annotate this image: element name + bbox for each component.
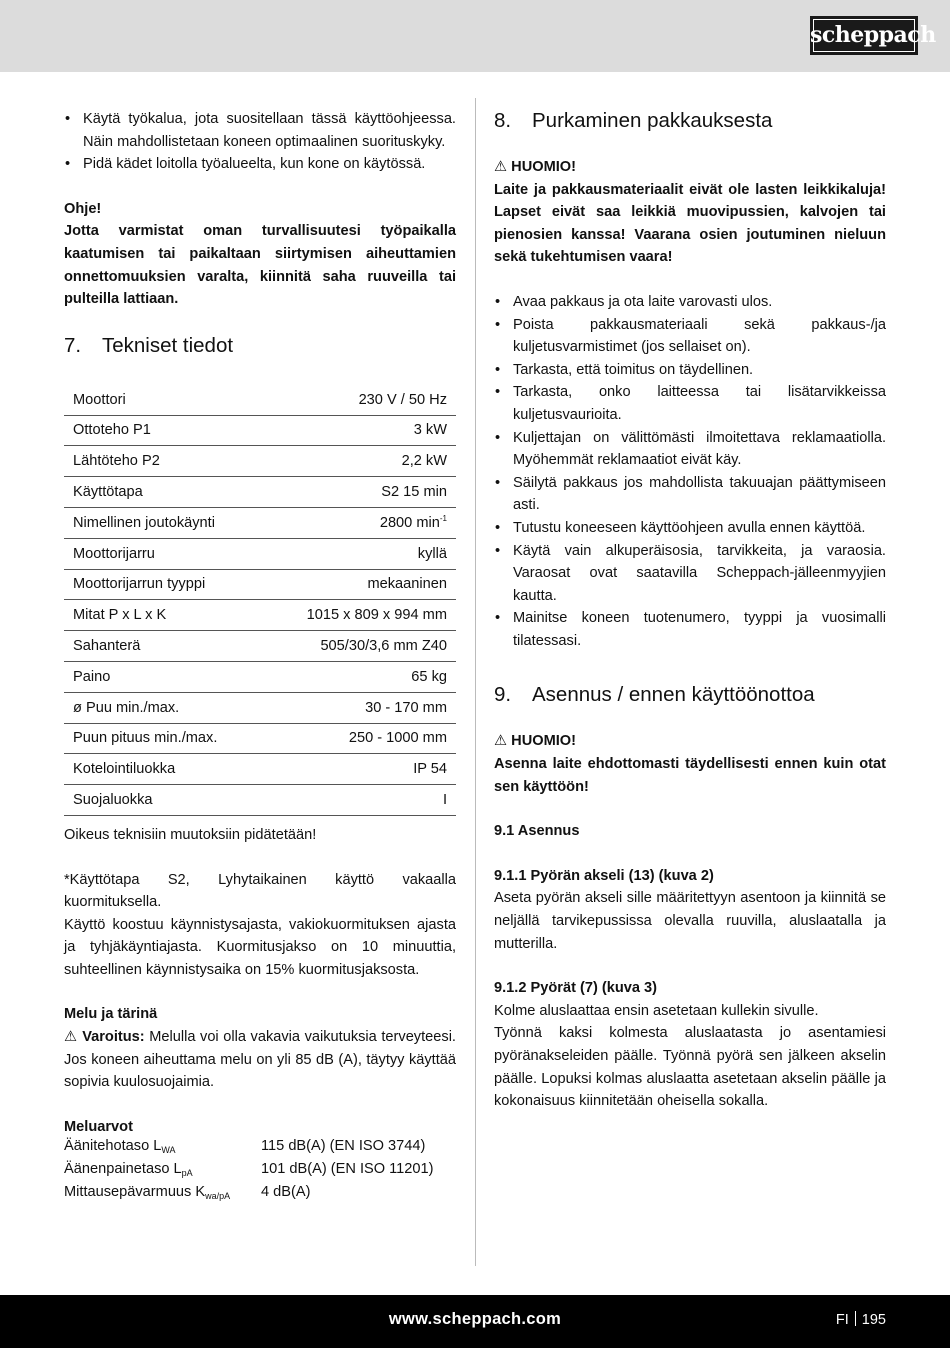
section-9-heading bbox=[494, 682, 886, 708]
attention-label bbox=[494, 156, 886, 179]
column-divider bbox=[475, 98, 476, 1266]
list-item: • Tutustu koneeseen käyttöohjeen avulla ennen käyttöä. bbox=[494, 517, 886, 540]
spec-row bbox=[64, 785, 456, 816]
unpacking-bullets bbox=[494, 291, 886, 653]
noise-values-table bbox=[64, 1138, 434, 1206]
spec-value-text: 505/30/3,6 mm Z40 bbox=[320, 638, 447, 655]
section-8-heading bbox=[494, 108, 886, 134]
spec-row bbox=[64, 415, 456, 446]
list-item: • Poista pakkausmateriaali sekä pakkaus-/ja kuljetusvarmistimet (jos sellaiset on). bbox=[494, 314, 886, 359]
page-number-value: 195 bbox=[861, 1312, 886, 1328]
spec-value bbox=[262, 385, 456, 415]
spec-label: Puun pituus min./max. bbox=[64, 723, 262, 754]
noise-label bbox=[64, 1138, 261, 1161]
spec-value-text: 2800 min bbox=[379, 515, 440, 532]
noise-value: 115 dB(A) (EN ISO 3744) bbox=[261, 1138, 426, 1155]
spec-value bbox=[262, 692, 456, 723]
packaging-warning: Laite ja pakkausmateriaalit eivät ole lasten leikkikaluja! Lapset eivät saa leikkiä muovipussien, kalvojen tai pienosien kanssa! Vaarana osien joutuminen nieluun sekä tukehtumisen vaara! bbox=[494, 181, 886, 266]
attention-text: HUOMIO! bbox=[511, 159, 577, 175]
spec-value bbox=[262, 754, 456, 785]
spec-value-text: S2 15 min bbox=[381, 484, 447, 501]
spec-value bbox=[262, 600, 456, 631]
spec-label: Nimellinen joutokäynti bbox=[64, 507, 262, 538]
left-column bbox=[64, 108, 456, 1206]
spec-row bbox=[64, 477, 456, 508]
spec-value-text: kyllä bbox=[417, 545, 447, 562]
spec-value-text: 230 V / 50 Hz bbox=[358, 391, 447, 408]
spec-value-text: I bbox=[442, 792, 447, 808]
website-link[interactable]: www.scheppach.com bbox=[388, 1310, 562, 1328]
spec-value bbox=[262, 538, 456, 569]
page-footer bbox=[0, 1295, 950, 1348]
spec-label: Paino bbox=[64, 661, 262, 692]
scheppach-logo bbox=[810, 16, 936, 55]
noise-label-text: Äänitehotaso L bbox=[64, 1138, 162, 1155]
spec-row bbox=[64, 723, 456, 754]
spec-value-text: 1015 x 809 x 994 mm bbox=[306, 607, 447, 624]
spec-value-superscript: -1 bbox=[439, 514, 447, 524]
section-title: Tekniset tiedot bbox=[102, 333, 234, 357]
section-number: 9. bbox=[494, 683, 512, 707]
section-title: Asennus / ennen käyttöönottoa bbox=[532, 683, 815, 707]
list-item: • Mainitse koneen tuotenumero, tyyppi ja vuosimalli tilatessasi. bbox=[494, 607, 886, 652]
subsection-9-1-2-text-1: Kolme aluslaattaa ensin asetetaan kullekin sivulle. bbox=[494, 1002, 819, 1019]
noise-label-text: Äänenpainetaso L bbox=[64, 1161, 182, 1178]
attention-label bbox=[494, 730, 886, 753]
list-item: • Avaa pakkaus ja ota laite varovasti ulos. bbox=[494, 291, 886, 314]
subsection-9-1-1-text: Aseta pyörän akseli sille määritettyyn asentoon ja kiinnitä se neljällä tarvikepussissa olevalla ruuvilla, aluslaatalla ja mutterilla. bbox=[494, 890, 886, 952]
logo-frame bbox=[813, 19, 915, 52]
spec-value bbox=[262, 477, 456, 508]
spec-row bbox=[64, 661, 456, 692]
spec-value bbox=[262, 415, 456, 446]
list-item: • Kuljettajan on välittömästi ilmoitettava reklamaatiolla. Myöhemmät reklamaatiot eivät käy. bbox=[494, 427, 886, 472]
spec-value bbox=[262, 723, 456, 754]
spec-label: ø Puu min./max. bbox=[64, 692, 262, 723]
subsection-9-1-2-text-2: Työnnä kaksi kolmesta aluslaatasta jo asentamiesi pyöränakseleiden päälle. Työnnä pyörä sen jälkeen akselin päälle. Lopuksi kolmas aluslaatta asetetaan akselin päälle ja kokonaisuus kiinnitetään oheisella sokalla. bbox=[494, 1025, 886, 1110]
spec-label: Sahanterä bbox=[64, 631, 262, 662]
spec-label: Mitat P x L x K bbox=[64, 600, 262, 631]
spec-row bbox=[64, 754, 456, 785]
noise-label-subscript: pA bbox=[181, 1168, 193, 1179]
attention-text: HUOMIO! bbox=[511, 733, 577, 750]
spec-table bbox=[64, 385, 456, 816]
duty-note-1: *Käyttötapa S2, Lyhytaikainen käyttö vakaalla kuormituksella. bbox=[64, 871, 456, 911]
list-item: • Käytä työkalua, jota suositellaan tässä käyttöohjeessa. Näin mahdollistetaan koneen optimaalinen suorituskyky. bbox=[64, 108, 456, 153]
spec-label: Moottori bbox=[64, 385, 262, 415]
spec-row bbox=[64, 631, 456, 662]
spec-value-text: mekaaninen bbox=[367, 576, 447, 593]
spec-label: Käyttötapa bbox=[64, 477, 262, 508]
spec-value bbox=[262, 446, 456, 477]
spec-row bbox=[64, 692, 456, 723]
warning-triangle-icon: ⚠ bbox=[494, 159, 508, 175]
spec-label: Moottorijarrun tyyppi bbox=[64, 569, 262, 600]
duty-note-2: Käyttö koostuu käynnistysajasta, vakiokuormituksen ajasta ja tyhjäkäyntiajasta. Kuormitusjakso on 10 minuuttia, suhteellinen käynnistysaika on 15% kuormitusjaksosta. bbox=[64, 916, 456, 978]
page-header bbox=[0, 0, 950, 72]
spec-value-text: 3 kW bbox=[413, 422, 447, 439]
logo-text: scheppach bbox=[810, 22, 936, 48]
noise-row bbox=[64, 1161, 434, 1184]
noise-label bbox=[64, 1161, 261, 1184]
spec-value-text: 65 kg bbox=[411, 668, 447, 685]
spec-row bbox=[64, 538, 456, 569]
note-text: Jotta varmistat oman turvallisuutesi työpaikalla kaatumisen tai paikaltaan siirtymisen aiheuttamien onnettomuuksien varalta, kiinnitä saha ruuveilla tai pulteilla lattiaan. bbox=[64, 223, 456, 308]
spec-label: Ottoteho P1 bbox=[64, 415, 262, 446]
spec-value bbox=[262, 569, 456, 600]
section-title: Purkaminen pakkauksesta bbox=[532, 109, 773, 132]
list-item: • Säilytä pakkaus jos mahdollista takuuajan päättymiseen asti. bbox=[494, 472, 886, 517]
warning-triangle-icon: ⚠ bbox=[494, 733, 508, 750]
install-warning: Asenna laite ehdottomasti täydellisesti ennen kuin otat sen käyttöön! bbox=[494, 756, 886, 795]
noise-warning bbox=[64, 1026, 456, 1094]
subsection-9-1-2-title: 9.1.2 Pyörät (7) (kuva 3) bbox=[494, 980, 658, 997]
warning-text: Melulla voi olla vakavia vaikutuksia terveyteesi. Jos koneen aiheuttama melu on yli 85 dB (A), täytyy käyttää sopivia kuulosuojaimia. bbox=[64, 1029, 456, 1091]
noise-row bbox=[64, 1184, 434, 1207]
spec-value-text: 30 - 170 mm bbox=[365, 699, 447, 716]
spec-label: Kotelointiluokka bbox=[64, 754, 262, 785]
warning-triangle-icon: ⚠ bbox=[64, 1029, 78, 1046]
section-number: 7. bbox=[64, 333, 82, 357]
spec-row bbox=[64, 385, 456, 415]
spec-label: Suojaluokka bbox=[64, 785, 262, 816]
separator bbox=[855, 1311, 856, 1326]
note-title: Ohje! bbox=[64, 200, 102, 217]
language-code: FI bbox=[835, 1312, 849, 1328]
spec-value-text: IP 54 bbox=[413, 761, 447, 778]
noise-label-subscript: wa/pA bbox=[205, 1190, 231, 1201]
spec-value bbox=[262, 507, 456, 538]
noise-title: Melu ja tärinä bbox=[64, 1006, 158, 1023]
section-number: 8. bbox=[494, 109, 512, 132]
spec-row bbox=[64, 569, 456, 600]
spec-value bbox=[262, 785, 456, 816]
spec-value-text: 250 - 1000 mm bbox=[348, 730, 447, 747]
list-item: • Käytä vain alkuperäisosia, tarvikkeita, ja varaosia. Varaosat ovat saatavilla Scheppach-jälleenmyyjien kautta. bbox=[494, 540, 886, 608]
list-item: • Tarkasta, onko laitteessa tai lisätarvikkeissa kuljetusvaurioita. bbox=[494, 381, 886, 426]
noise-value: 101 dB(A) (EN ISO 11201) bbox=[261, 1161, 434, 1178]
noise-label-subscript: WA bbox=[161, 1145, 176, 1156]
safety-bullets bbox=[64, 108, 456, 176]
spec-row bbox=[64, 507, 456, 538]
subsection-9-1-title: 9.1 Asennus bbox=[494, 823, 580, 840]
subsection-9-1-1-title: 9.1.1 Pyörän akseli (13) (kuva 2) bbox=[494, 867, 714, 884]
spec-row bbox=[64, 600, 456, 631]
noise-label-text: Mittausepävarmuus K bbox=[64, 1183, 206, 1200]
noise-value: 4 dB(A) bbox=[261, 1183, 311, 1200]
spec-label: Lähtöteho P2 bbox=[64, 446, 262, 477]
spec-value-text: 2,2 kW bbox=[401, 453, 447, 470]
spec-row bbox=[64, 446, 456, 477]
spec-value bbox=[262, 661, 456, 692]
section-7-heading bbox=[64, 333, 456, 359]
page-number bbox=[836, 1311, 886, 1328]
warning-label: Varoitus: bbox=[82, 1029, 145, 1046]
right-column bbox=[494, 108, 886, 1113]
changes-note: Oikeus teknisiin muutoksiin pidätetään! bbox=[64, 826, 317, 843]
spec-value bbox=[262, 631, 456, 662]
noise-values-title: Meluarvot bbox=[64, 1118, 133, 1135]
noise-label bbox=[64, 1184, 261, 1207]
noise-row bbox=[64, 1138, 434, 1161]
spec-label: Moottorijarru bbox=[64, 538, 262, 569]
list-item: • Pidä kädet loitolla työalueelta, kun kone on käytössä. bbox=[64, 153, 456, 176]
list-item: • Tarkasta, että toimitus on täydellinen. bbox=[494, 359, 886, 382]
